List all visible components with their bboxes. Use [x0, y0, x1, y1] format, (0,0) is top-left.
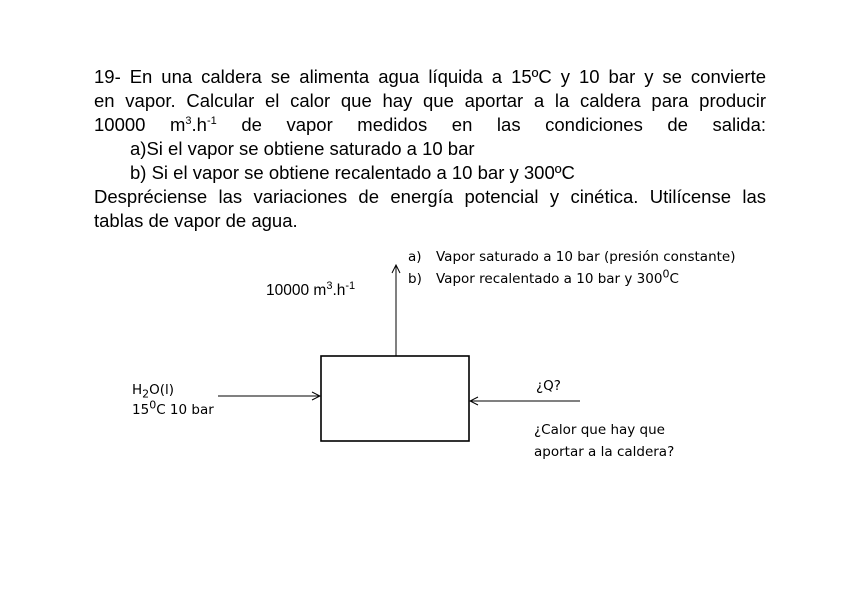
- problem-line-1: 19- En una caldera se alimenta agua líquida a 15ºC y 10 bar y se convierte: [94, 66, 766, 87]
- degree-sup: 0: [662, 267, 670, 281]
- feed-water-label: [132, 380, 214, 420]
- flow-rate-exponent: 3: [185, 114, 192, 127]
- flow-rate-label-value: 10000 m: [266, 282, 327, 299]
- feed-water-conditions: [132, 400, 214, 420]
- problem-line-6: Despréciense las variaciones de energía potencial y cinética. Utilícense las: [94, 186, 766, 207]
- outlet-case-b-text-main: Vapor recalentado a 10 bar y 300: [436, 271, 663, 287]
- outlet-case-b-mark: b): [408, 271, 422, 287]
- problem-line-3-text: de vapor medidos en las condiciones de salida:: [216, 114, 766, 135]
- flow-rate-unit: .h: [191, 114, 207, 135]
- outlet-case-a-mark: a): [408, 249, 422, 265]
- flow-rate-label-exponent: 3: [326, 279, 333, 292]
- flow-rate-value: 10000 m: [94, 114, 186, 135]
- outlet-case-b-unit: C: [669, 271, 679, 287]
- outlet-case-a: [408, 246, 736, 268]
- heat-question-line-2: aportar a la caldera?: [534, 444, 675, 460]
- heat-question-line-1: ¿Calor que hay que: [534, 422, 665, 438]
- formula-rest: O(l): [149, 382, 175, 398]
- problem-item-b: b) Si el vapor se obtiene recalentado a 10 bar y 300ºC: [130, 162, 575, 183]
- flow-rate-label: [266, 279, 356, 300]
- feed-temperature: 15: [132, 402, 150, 418]
- problem-line-7: tablas de vapor de agua.: [94, 210, 298, 231]
- problem-item-a: a)Si el vapor se obtiene saturado a 10 bar: [130, 138, 475, 159]
- boiler-box: [321, 356, 469, 441]
- outlet-case-b: [408, 268, 736, 290]
- flow-rate-label-unit: .h: [332, 282, 346, 299]
- formula-h: H: [132, 382, 143, 398]
- outlet-case-a-text: Vapor saturado a 10 bar (presión constante): [436, 249, 736, 265]
- outlet-conditions: [408, 246, 736, 290]
- flow-rate-unit-exponent: -1: [206, 114, 217, 127]
- formula-subscript: 2: [142, 387, 150, 401]
- feed-degree-sup: 0: [149, 398, 157, 412]
- feed-conditions-rest: C 10 bar: [156, 402, 214, 418]
- heat-question: [534, 419, 734, 463]
- problem-line-2: en vapor. Calcular el calor que hay que aportar a la caldera para producir: [94, 90, 766, 111]
- outlet-case-b-text: [436, 269, 679, 289]
- feed-water-formula: [132, 380, 214, 400]
- flow-rate-label-unit-exponent: -1: [345, 279, 356, 292]
- heat-symbol: ¿Q?: [536, 378, 561, 394]
